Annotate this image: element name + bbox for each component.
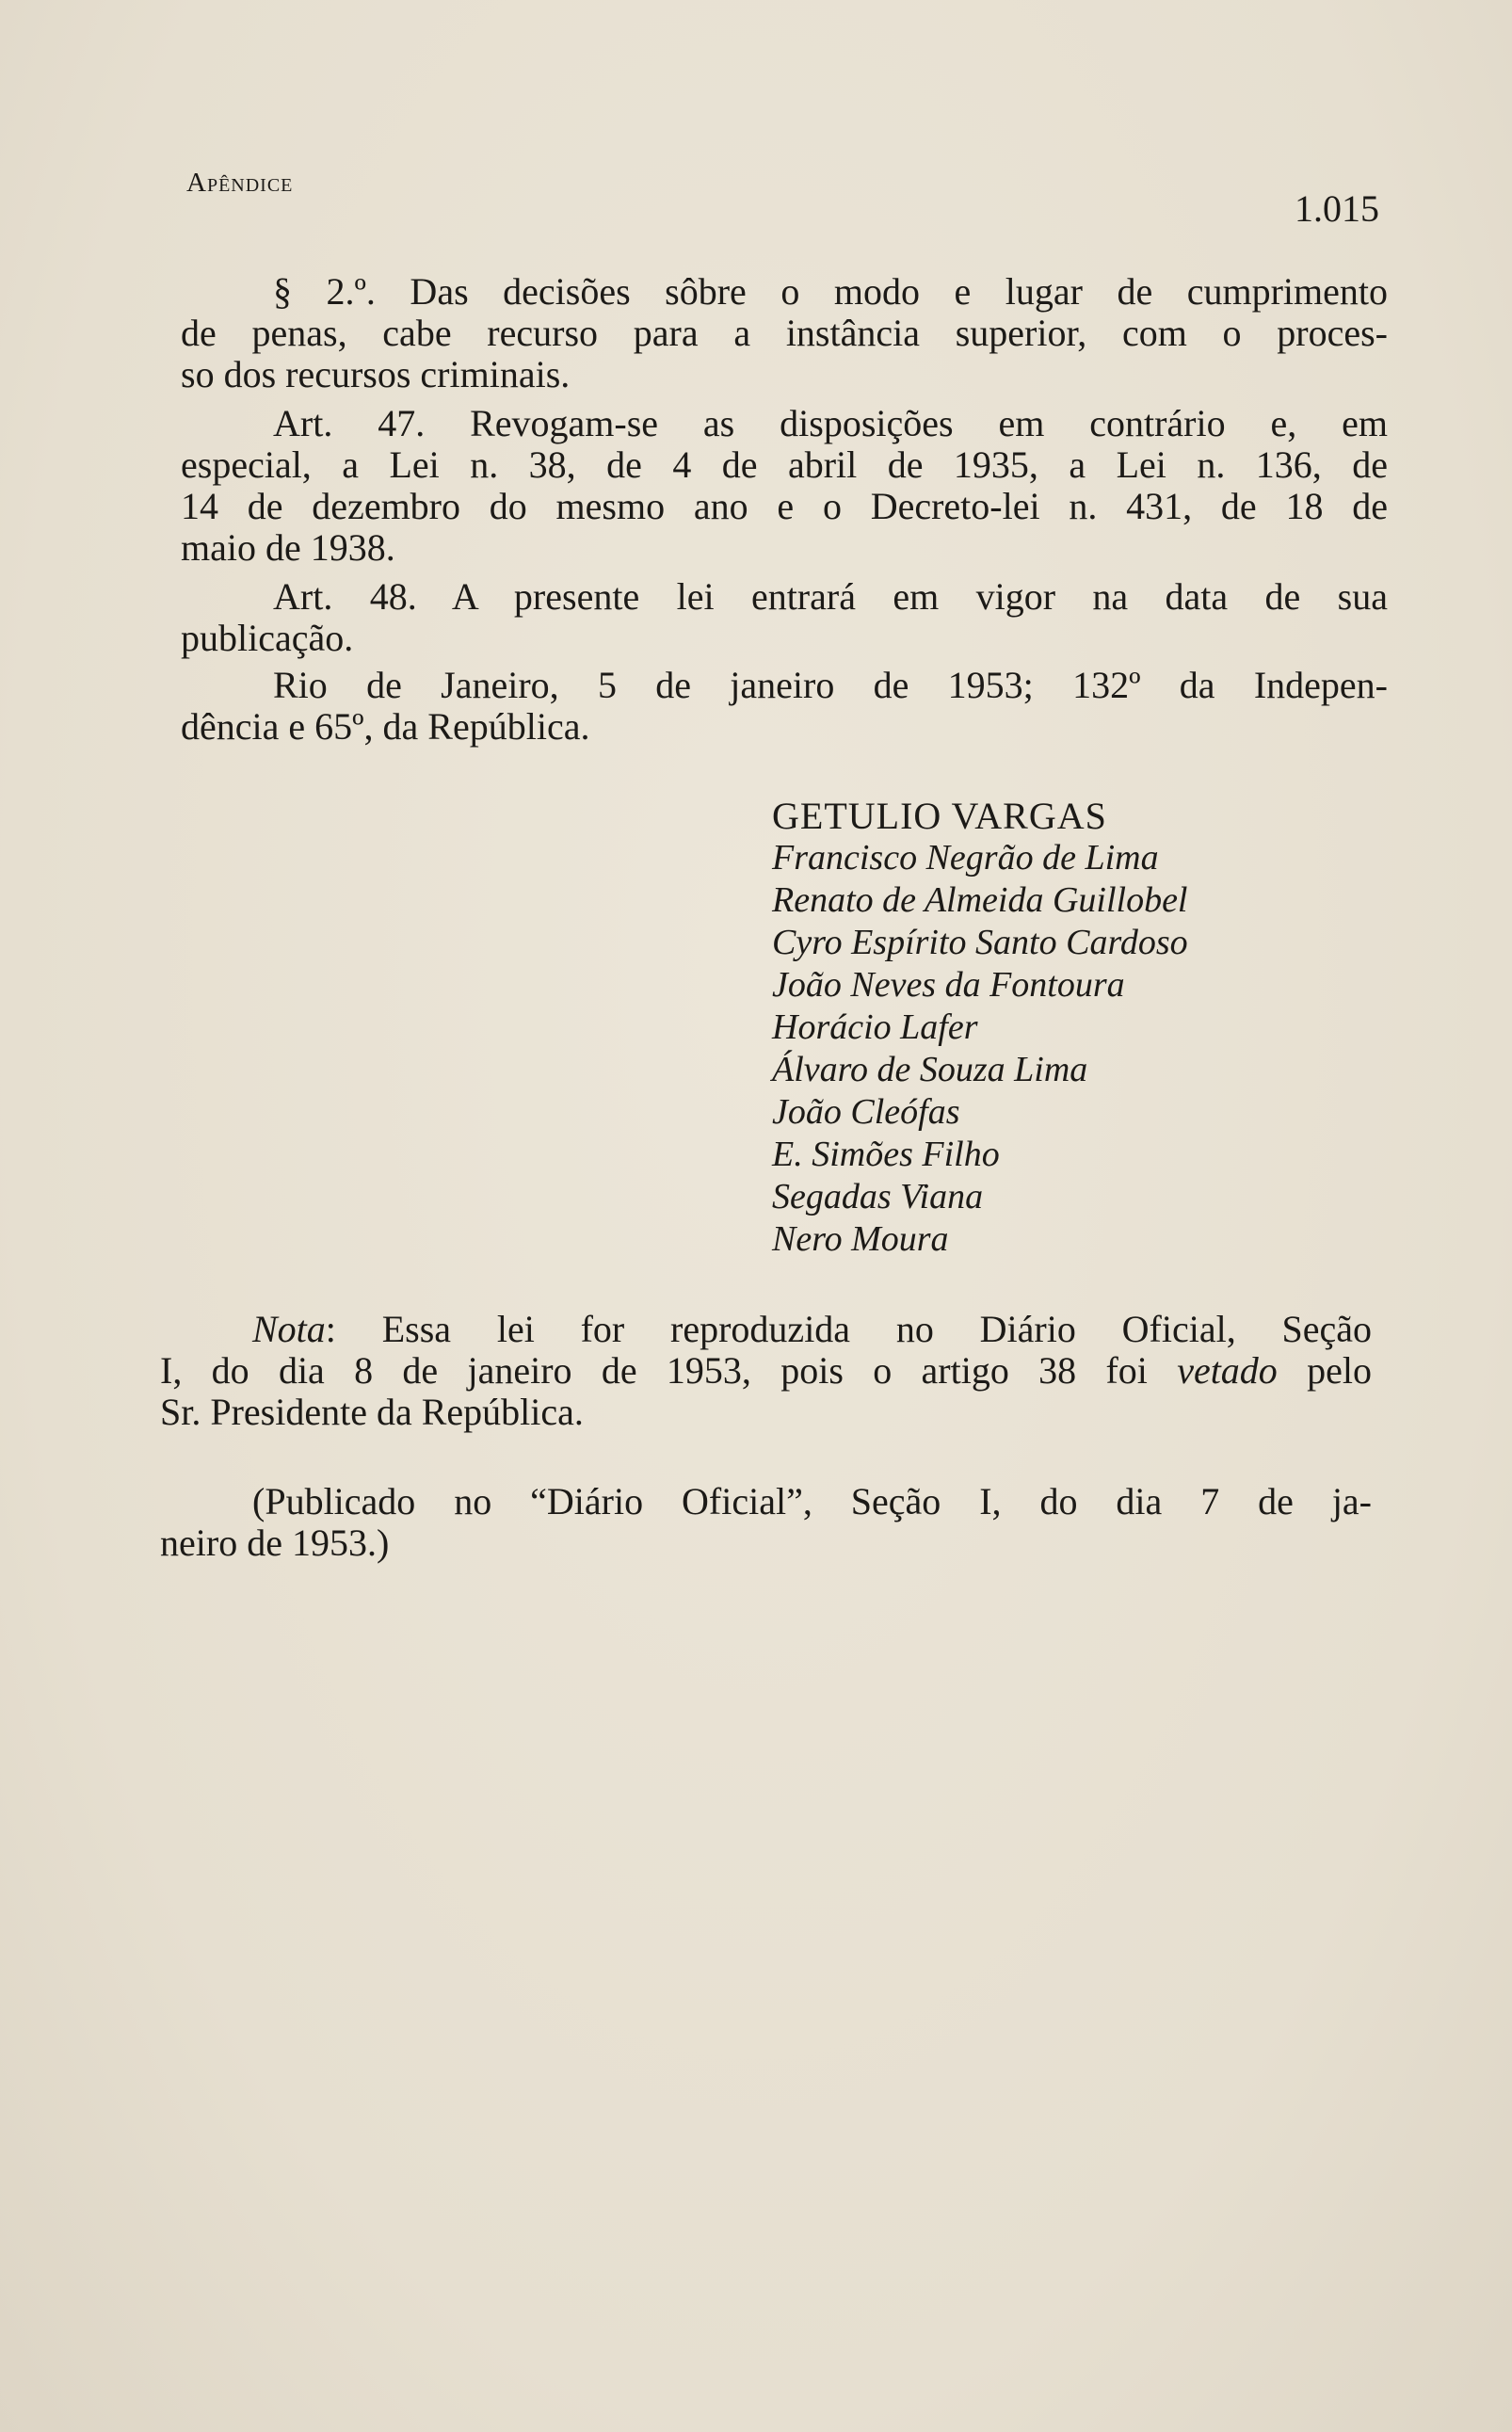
president-signature: GETULIO VARGAS <box>772 795 1107 837</box>
note-paragraph <box>160 1309 1372 1433</box>
text-line: de penas, cabe recurso para a instância superior, com o proces- <box>181 312 1388 354</box>
minister-signature: João Neves da Fontoura <box>772 965 1125 1005</box>
minister-signature: Segadas Viana <box>772 1177 984 1216</box>
text-line: maio de 1938. <box>181 526 395 569</box>
text-line: Art. 47. Revogam-se as disposições em contrário e, em <box>273 402 1388 444</box>
text-line: Art. 48. A presente lei entrará em vigor na data de sua <box>273 575 1388 618</box>
publication-note <box>160 1481 1372 1564</box>
minister-signature: Álvaro de Souza Lima <box>772 1050 1088 1089</box>
minister-signature: Horácio Lafer <box>772 1007 978 1047</box>
minister-signature: Renato de Almeida Guillobel <box>772 880 1188 920</box>
note-emphasis: vetado <box>1177 1349 1278 1392</box>
note-text: : Essa lei for reproduzida no Diário Oficial, Seção <box>325 1308 1372 1350</box>
page-number: 1.015 <box>1295 187 1379 230</box>
note-label: Nota <box>252 1308 326 1350</box>
text-line: especial, a Lei n. 38, de 4 de abril de 1935, a Lei n. 136, de <box>181 443 1388 486</box>
running-head: Apêndice <box>186 168 294 198</box>
text-line: (Publicado no “Diário Oficial”, Seção I, do dia 7 de ja- <box>252 1480 1372 1522</box>
minister-signature: Nero Moura <box>772 1219 949 1259</box>
text-line: dência e 65º, da República. <box>181 705 590 748</box>
text-line: Rio de Janeiro, 5 de janeiro de 1953; 132º da Indepen- <box>273 664 1388 706</box>
text-line: so dos recursos criminais. <box>181 353 571 395</box>
text-line: Sr. Presidente da República. <box>160 1391 584 1433</box>
minister-signature: Cyro Espírito Santo Cardoso <box>772 923 1188 962</box>
minister-signature: E. Simões Filho <box>772 1135 1000 1174</box>
text-line: publicação. <box>181 617 354 659</box>
note-text: I, do dia 8 de janeiro de 1953, pois o artigo 38 foi <box>160 1349 1178 1392</box>
text-line <box>160 1350 1372 1392</box>
minister-signature: Francisco Negrão de Lima <box>772 838 1159 878</box>
text-line: § 2.º. Das decisões sôbre o modo e lugar de cumprimento <box>273 270 1388 313</box>
text-line <box>160 1309 1372 1350</box>
paragraph-date-place <box>181 665 1388 748</box>
note-text: pelo <box>1277 1349 1372 1392</box>
text-line: neiro de 1953.) <box>160 1522 390 1564</box>
paragraph-art-47 <box>181 403 1388 569</box>
paragraph-art-48 <box>181 576 1388 659</box>
minister-signature: João Cleófas <box>772 1092 960 1132</box>
text-line: 14 de dezembro do mesmo ano e o Decreto-lei n. 431, de 18 de <box>181 485 1388 527</box>
signature-block <box>772 795 1188 1261</box>
paragraph-section-2 <box>181 271 1388 395</box>
